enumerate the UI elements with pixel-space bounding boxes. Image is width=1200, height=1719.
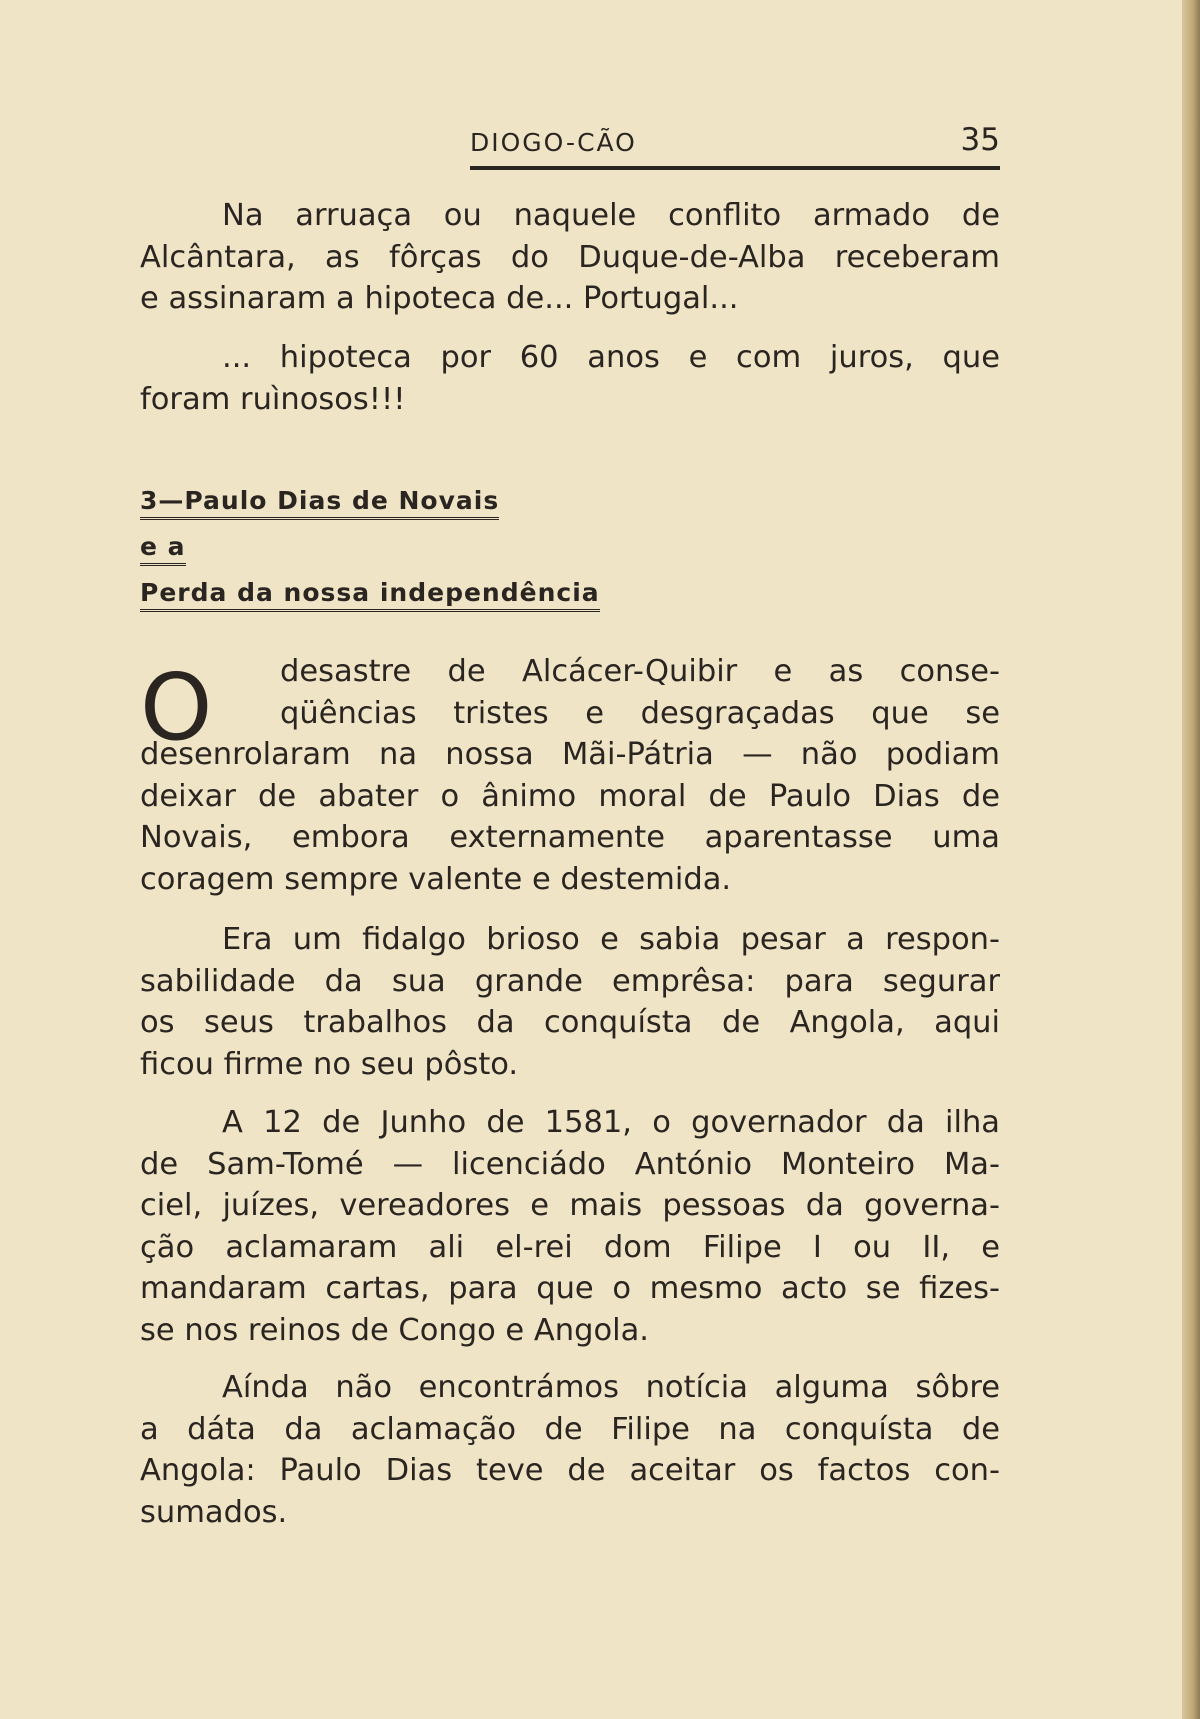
text-line: ciel, juízes, vereadores e mais pessoas da governa-	[140, 1188, 1000, 1223]
paragraph-1	[140, 195, 1000, 320]
text-line: desenrolaram na nossa Mãi-Pátria — não podiam	[140, 737, 1000, 772]
text-line: se nos reinos de Congo e Angola.	[140, 1312, 649, 1348]
section-heading-line-3: Perda da nossa independência	[140, 578, 600, 612]
paragraph-6	[140, 1367, 1000, 1533]
page-number: 35	[960, 122, 1000, 158]
section-heading-line-2: e a	[140, 532, 186, 566]
paragraph-3-start	[280, 651, 1000, 734]
text-line: desastre de Alcácer-Quibir e as conse-	[280, 654, 1000, 689]
text-line: Alcântara, as fôrças do Duque-de-Alba receberam	[140, 239, 1000, 275]
paragraph-5	[140, 1102, 1000, 1351]
paragraph-2	[140, 337, 1000, 420]
text-line: qüências tristes e desgraçadas que se	[280, 695, 1000, 731]
text-line: de Sam-Tomé — licenciádo António Monteiro Ma-	[140, 1146, 1000, 1182]
text-line: e assinaram a hipoteca de... Portugal...	[140, 281, 739, 316]
text-line: Novais, embora externamente aparentasse uma	[140, 820, 1000, 855]
running-title: DIOGO-CÃO	[470, 128, 637, 157]
text-line: sabilidade da sua grande emprêsa: para segurar	[140, 963, 1000, 999]
text-line: Era um fidalgo brioso e sabia pesar a respon-	[222, 922, 1000, 957]
text-line: ... hipoteca por 60 anos e com juros, que	[222, 340, 1000, 375]
paragraph-4	[140, 919, 1000, 1085]
text-line: sumados.	[140, 1494, 288, 1530]
text-line: foram ruìnosos!!!	[140, 381, 406, 417]
text-line: Angola: Paulo Dias teve de aceitar os factos con-	[140, 1453, 1000, 1488]
page-edge	[1182, 0, 1200, 1719]
text-line: deixar de abater o ânimo moral de Paulo Dias de	[140, 778, 1000, 814]
section-heading-line-1: 3—Paulo Dias de Novais	[140, 486, 499, 520]
text-line: ção aclamaram ali el-rei dom Filipe I ou II, e	[140, 1229, 1000, 1265]
text-line: Na arruaça ou naquele conflito armado de	[222, 198, 1000, 233]
text-line: mandaram cartas, para que o mesmo acto se fizes-	[140, 1271, 1000, 1306]
page-header	[470, 122, 1000, 162]
text-line: os seus trabalhos da conquísta de Angola, aqui	[140, 1005, 1000, 1040]
text-line: ficou firme no seu pôsto.	[140, 1046, 519, 1082]
text-line: Aínda não encontrámos notícia alguma sôbre	[222, 1370, 1000, 1405]
header-rule	[470, 166, 1000, 170]
text-line: coragem sempre valente e destemida.	[140, 861, 732, 897]
paragraph-3	[140, 734, 1000, 900]
drop-cap: O	[140, 654, 213, 761]
text-line: A 12 de Junho de 1581, o governador da ilha	[222, 1105, 1000, 1140]
text-line: a dáta da aclamação de Filipe na conquísta de	[140, 1411, 1000, 1447]
